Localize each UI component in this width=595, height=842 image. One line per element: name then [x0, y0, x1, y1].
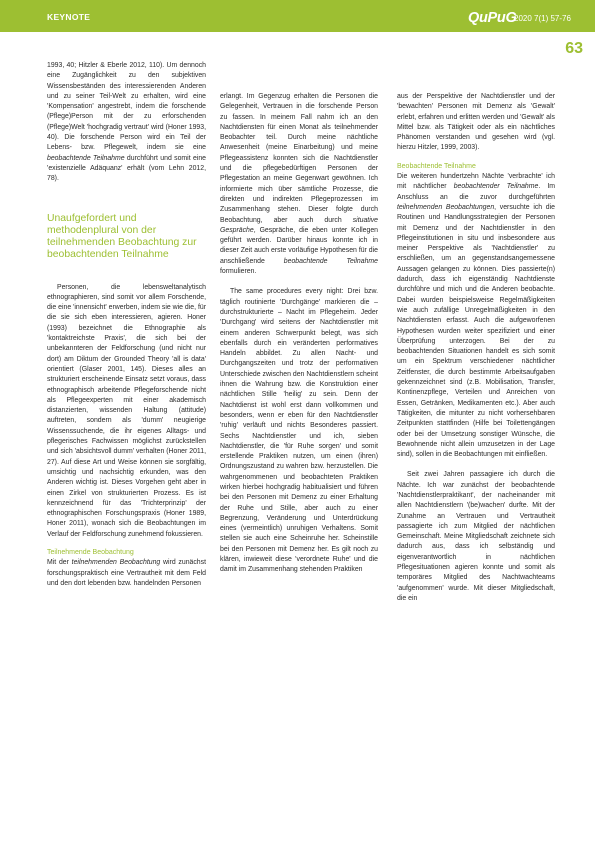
paragraph: erlangt. Im Gegenzug erhalten die Personen die Gelegenheit, Vertrauen in die forschende Person zu fassen. In meinem Fall nahm ich an den Nachtdiensten für einen Monat als teilnehmender Beobachter teil. Durch meine nächtliche Anwesenheit (meine Einarbeitung) und meine Pflegeassistenz konnten sich die Nachtdienstler und die pflegebedürftigen Personen der Pflegestation an meine Gegenwart gewöhnen. Ich informierte mich über sämtliche Prozesse, die direkten und indirekten Pflegeprozessen im Zusammenhang stehen. Dieser folgte durch Beobachtung, aber auch durch situative Gespräche, Gespräche, die eben unter Kollegen geführt werden. Darüber hinaus konnte ich in dieser Zeit auch erste vorläufige Hypothesen für die anschließende beobachtende Teilnahme formulieren.	[220, 93, 378, 276]
paragraph: The same procedures every night: Drei bzw. täglich routinierte 'Durchgänge' markieren die – durchstrukturierte – Nacht im Pflegeheim. Jeder 'Durchgang' wird seitens der Nachtdienstler mit einem anderen Schwerpunkt belegt, was sich ebenfalls durch ein veränderten performatives Handeln abbildet. Zu allen Nacht- und Durchgangszeiten und trotz der performativen Unterschiede zwischen den Nachtdienstlern scheint ihnen die Wahrung bzw. die Konstruktion einer nächtlichen Stille 'heilig' zu sein. Denn der Nachtdienst ist wohl erst dann vollkommen und besonders, wenn er eben für den Nachtdienstler 'ruhig' verläuft und nichts Besonderes passiert. Sechs Nachtdienstler und ich, sieben Nachtdienstler, die 'für Ruhe sorgen' und somit erstellende Praktiken nutzen, um einen (ihren) Ordnungszustand zu wahren bzw. herzustellen. Die wahrgenommenen und beobachteten Praktiken wirken hierbei hochgradig habitualisiert und führen bei den Personen mit Demenz zu einer Erhaltung der Ruhe und Stille, aber auch zu einer Begrenzung, Veränderung und Unterdrückung eines (vermeintlich) unruhigen Verhaltens. Somit stellen sie auch eine Scheinruhe her. Scheinstille bei den Personen mit Demenz her. Es gilt noch zu klären, inwieweit diese 'verordnete Ruhe' und die damit im Zusammenhang stehenden Praktiken	[220, 288, 378, 574]
paragraph: Personen, die lebensweltanalytisch ethnographieren, sind somit vor allem Forschende, die eine 'innensicht' erwerben, indem sie wie die, für die sie sich eben interessieren, agieren. Honer (1993) bezeichnet die Ethnographie als 'kontaktreichste Praxis', die sich bei der unbekannteren der Feldforschung (und nicht nur dort) am Diktum der Grounded Theory 'all is data' orientiert (Glaser 2001, 145). Dieses alles an strukturiert erscheinende Einsatz setzt voraus, dass ethnographisch arbeitende Pflegeforschende nicht als Pflegeexperten mit einer akademisch distanzierten, wissenden Haltung (attitude) auftreten, sondern als 'dumm' neugierige Wissenssuchende, die ihr eigenes Alltags- und pflegerisches Fachwissen möglichst zurückstellen und sich 'absichtsvoll dumm' verhalten (Honer 2011, 27). Auf diese Art und Weise können sie sorgfältig, umsichtig und nachsichtig erkunden, was den Anderen wichtig ist. Dieses Vorgehen geht aber in einen Zirkel von strukturierten Prozess. Es ist kennzeichnend für das 'Trichterprinzip' der ethnographischen Forschungspraxis (Honer 1989, Honer 2011), wonach sich die Beobachtungen im Verlauf der Feldforschung zunehmend fokussieren.	[47, 283, 206, 538]
journal-logo: QuPuG	[468, 10, 517, 26]
column-right	[397, 92, 555, 604]
section-heading: Unaufgefordert und methodenplural von der teilnehmenden Beobachtung zur beobachtenden Teilnahme	[47, 212, 197, 260]
paragraph: 1993, 40; Hitzler & Eberle 2012, 110). Um dennoch eine Zugänglichkeit zu den subjektiven Wissensbeständen des interessierenden Anderen und zu seiner Teil-Welt zu erhalten, wird eine 'Kompensation' angestrebt, indem die forschende (Pflege)Person mit der zu erforschenden (Pflege)Welt 'hochgradig vertraut' wird (Honer 1993, 40). Die forschende Person wird ein Teil der Lebens- bzw. Pflegewelt, indem sie eine beobachtende Teilnahme durchführt und somit eine 'existenzielle Adäquanz' erhält (vom Lehn 2012, 78).	[47, 62, 206, 183]
section-label: KEYNOTE	[47, 12, 91, 22]
page-number: 63	[565, 40, 583, 57]
page-header	[0, 0, 595, 32]
column-middle	[220, 92, 378, 576]
paragraph: Die weiteren hundertzehn Nächte 'verbrachte' ich mit nächtlicher beobachtender Teilnahme. Im Anschluss an die zuvor durchgeführten teilnehmenden Beobachtungen, versuchte ich die Routinen und Handlungsstrategien der Personen mit Demenz und der Nachtdienstler in den Pflegeinstitutionen in situ und insbesondere aus meiner Perspektive als 'Nachtdienstler' zu erschließen, um an gegenstandsangemessene Aussagen gelangen zu können. Dies passierte(n) dadurch, dass ich eigenständig Nachtdienste durchführe und mich und die Anderen beobachte. Dabei wurden beispielsweise Regelmäßigkeiten wie auch zufällige Unregelmäßigkeiten in den Nachtdiensten erfasst. Auch die aufgeworfenen Hypothesen wurden weiter spezifiziert und einer Überprüfung unterzogen. Bei der zu beobachtenden Situationen handelt es sich somit um ein Spektrum verschiedener nächtlicher Zeitfenster, die durch bestimmte Arbeitsaufgaben gekennzeichnet sind (z.B. Mobilisation, Transfer, Kontinenzpflege, Verteilen und Anreichen von Essen, Getränken, Medikamenten etc.). Aber auch Tätigkeiten, die mitunter zu nicht vorhersehbaren Zeitpunkten stattfinden (Hilfe bei Toilettengängen oder bei der Umsetzung sonstiger Wünsche, die Bewohnende nicht allein umzusetzen in der Lage sind), sollen in die Beobachtungen mit einfließen.	[397, 173, 556, 459]
paragraph: aus der Perspektive der Nachtdienstler und der 'bewachten' Personen mit Demenz als 'Gewalt' erlebt, erfahren und erlitten werden und 'Gewalt' als Mittel bzw. als Tätigkeit oder als ein nächtliches Phänomen verstanden und gesehen wird (vgl. hierzu Hitzler, 1999, 2003).	[397, 93, 555, 152]
subsection-heading: Teilnehmende Beobachtung	[47, 548, 134, 556]
journal-citation: 2020 7(1) 57-76	[514, 14, 571, 23]
subsection-heading: Beobachtende Teilnahme	[397, 162, 476, 170]
column-left	[47, 61, 206, 589]
paragraph: Seit zwei Jahren passagiere ich durch die Nächte. Ich war zunächst der beobachtende 'Nachtdienstlerpraktikant', der nacheinander mit allen Nachtdienstlern '(be)wachen' durfte. Mit der Zunahme an Vertrauen und Vertrautheit passagierte ich zum Mitglied der nächtlichen Gemeinschaft. Meine Mitgliedschaft zeichnete sich dadurch aus, dass ich selbständig und eigenverantwortlich in nächtlichen Pflegesituationen agieren konnte und somit als temporäres Mitglied des Nachtwachteams 'aufgenommen' wurde. Mit dieser Mitgliedschaft, die ein	[397, 471, 555, 602]
paragraph: Mit der teilnehmenden Beobachtung wird zunächst forschungspraktisch eine Vertrautheit mit dem Feld und den dort lebenden bzw. handelnden Personen	[47, 559, 206, 587]
